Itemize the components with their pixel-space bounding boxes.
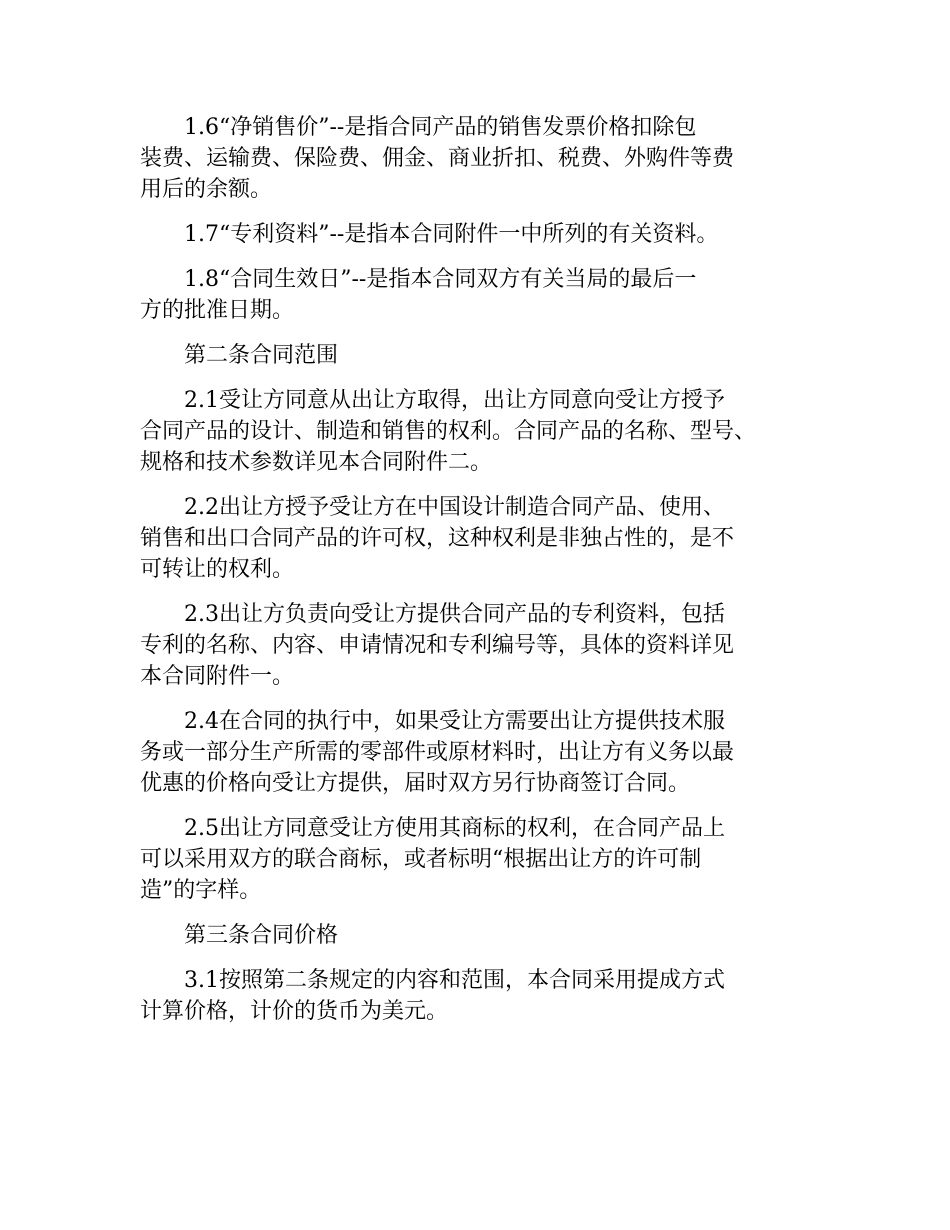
paragraph-line: 2.4在合同的执行中，如果受让方需要出让方提供技术服 <box>184 709 725 734</box>
paragraph-line: 可转让的权利。 <box>140 557 295 582</box>
paragraph-line: 务或一部分生产所需的零部件或原材料时，出让方有义务以最 <box>140 740 735 765</box>
paragraph-line: 2.1受让方同意从出让方取得，出让方同意向受让方授予 <box>184 388 725 413</box>
section-heading-2 <box>140 340 840 371</box>
paragraph-line: 1.7“专利资料”--是指本合同附件一中所列的有关资料。 <box>184 222 719 247</box>
paragraph-line: 2.3出让方负责向受让方提供合同产品的专利资料，包括 <box>184 602 725 627</box>
paragraph-line: 3.1按照第二条规定的内容和范围，本合同采用提成方式 <box>184 968 725 993</box>
section-heading: 第三条合同价格 <box>184 923 339 948</box>
paragraph-line: 用后的余额。 <box>140 177 273 202</box>
paragraph-2-4 <box>140 706 840 799</box>
paragraph-line: 规格和技术参数详见本合同附件二。 <box>140 450 493 475</box>
paragraph-line: 可以采用双方的联合商标，或者标明“根据出让方的许可制 <box>140 847 702 872</box>
paragraph-2-1 <box>140 385 840 478</box>
paragraph-line: 合同产品的设计、制造和销售的权利。合同产品的名称、型号、 <box>140 419 757 444</box>
paragraph-3-1 <box>140 965 840 1027</box>
paragraph-line: 销售和出口合同产品的许可权，这种权利是非独占性的，是不 <box>140 526 735 551</box>
paragraph-line: 1.6“净销售价”--是指合同产品的销售发票价格扣除包 <box>184 115 697 140</box>
section-heading: 第二条合同范围 <box>184 343 339 368</box>
document-body <box>140 112 840 1041</box>
paragraph-line: 专利的名称、内容、申请情况和专利编号等，具体的资料详见 <box>140 633 735 658</box>
paragraph-line: 2.5出让方同意受让方使用其商标的权利，在合同产品上 <box>184 816 725 841</box>
section-heading-3 <box>140 920 840 951</box>
paragraph-line: 优惠的价格向受让方提供，届时双方另行协商签订合同。 <box>140 771 691 796</box>
paragraph-line: 本合同附件一。 <box>140 664 295 689</box>
paragraph-2-2 <box>140 492 840 585</box>
paragraph-2-5 <box>140 813 840 906</box>
paragraph-1-7 <box>140 219 840 250</box>
paragraph-1-8 <box>140 264 840 326</box>
paragraph-line: 2.2出让方授予受让方在中国设计制造合同产品、使用、 <box>184 495 725 520</box>
paragraph-line: 计算价格，计价的货币为美元。 <box>140 999 449 1024</box>
paragraph-1-6 <box>140 112 840 205</box>
paragraph-line: 1.8“合同生效日”--是指本合同双方有关当局的最后一 <box>184 267 697 292</box>
paragraph-line: 装费、运输费、保险费、佣金、商业折扣、税费、外购件等费 <box>140 146 735 171</box>
paragraph-line: 造”的字样。 <box>140 878 262 903</box>
paragraph-line: 方的批准日期。 <box>140 298 295 323</box>
paragraph-2-3 <box>140 599 840 692</box>
